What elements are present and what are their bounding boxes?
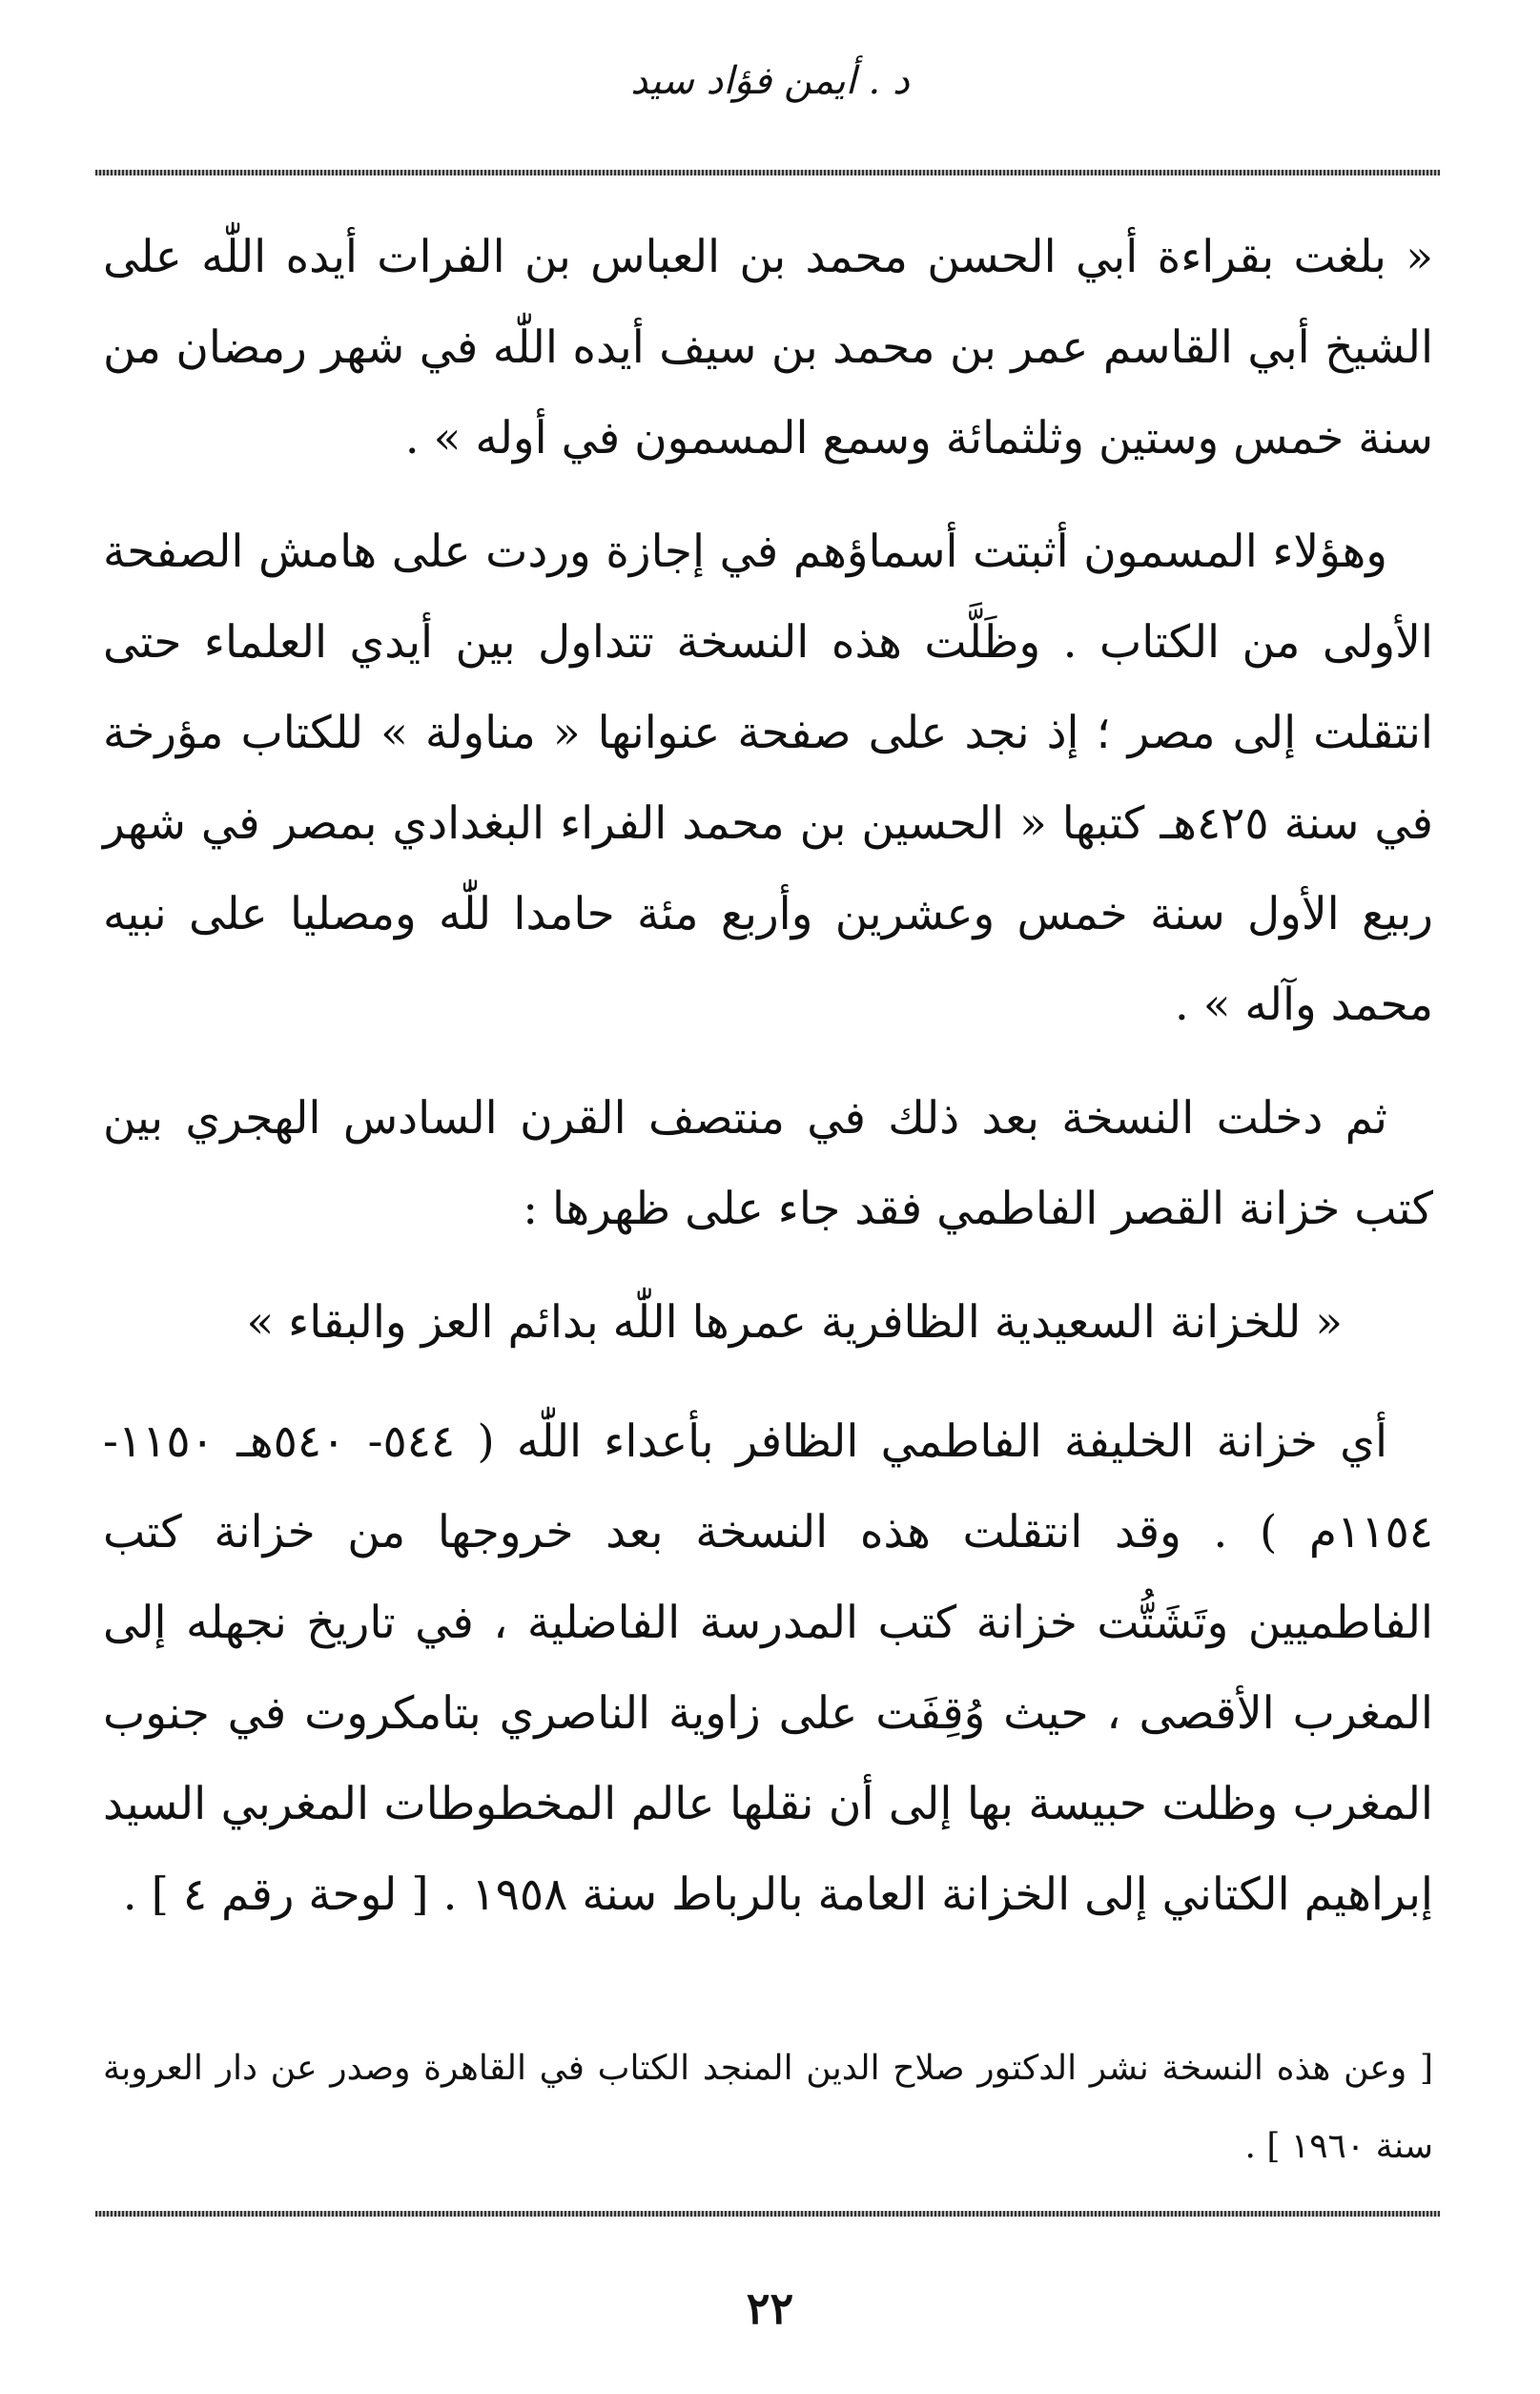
running-head-author: د . أيمن فؤاد سيد	[630, 59, 910, 103]
header-rule	[95, 170, 1440, 175]
page-number: ٢٢	[746, 2282, 794, 2334]
footer-rule	[95, 2211, 1440, 2217]
library-inscription-quote: « للخزانة السعيدية الظافرية عمرها اللّٰه بدائم العز والبقاء »	[246, 1296, 1343, 1349]
footnote: [ وعن هذه النسخة نشر الدكتور صلاح الدين المنجد الكتاب في القاهرة وصدر عن دار العروبة سنة ١٩٦٠ ] .	[103, 2049, 1433, 2166]
quoted-colophon-paragraph: « بلغت بقراءة أبي الحسن محمد بن العباس بن الفرات أيده اللّٰه على الشيخ أبي القاسم عمر بن محمد بن سيف أيده اللّٰه في شهر رمضان من سنة خمس وستين وثلثمائة وسمع المسمون في أوله » .	[103, 231, 1433, 464]
later-history-paragraph: أي خزانة الخليفة الفاطمي الظافر بأعداء اللّٰه ( ٥٤٤- ٥٤٠هـ ١١٥٠- ١١٥٤م ) . وقد انتقلت هذه النسخة بعد خروجها من خزانة كتب الفاطميين وتَشَتُّت خزانة كتب المدرسة الفاضلية ، في تاريخ نجهله إلى المغرب الأقصى ، حيث وُقِفَت على زاوية الناصري بتامكروت في جنوب المغرب وظلت حبيسة بها إلى أن نقلها عالم المخطوطات المغربي السيد إبراهيم الكتاني إلى الخزانة العامة بالرباط سنة ١٩٥٨ . [ لوحة رقم ٤ ] .	[103, 1415, 1433, 1921]
main-text	[103, 212, 1433, 1963]
fatimid-library-paragraph: ثم دخلت النسخة بعد ذلك في منتصف القرن السادس الهجري بين كتب خزانة القصر الفاطمي فقد جاء على ظهرها :	[103, 1092, 1433, 1235]
manuscript-history-paragraph: وهؤلاء المسمون أثبتت أسماؤهم في إجازة وردت على هامش الصفحة الأولى من الكتاب . وظَلَّت هذه النسخة تتداول بين أيدي العلماء حتى انتقلت إلى مصر ؛ إذ نجد على صفحة عنوانها « مناولة » للكتاب مؤرخة في سنة ٤٢٥هـ كتبها « الحسين بن محمد الفراء البغدادي بمصر في شهر ربيع الأول سنة خمس وعشرين وأربع مئة حامدا للّٰه ومصليا على نبيه محمد وآله » .	[103, 526, 1433, 1031]
